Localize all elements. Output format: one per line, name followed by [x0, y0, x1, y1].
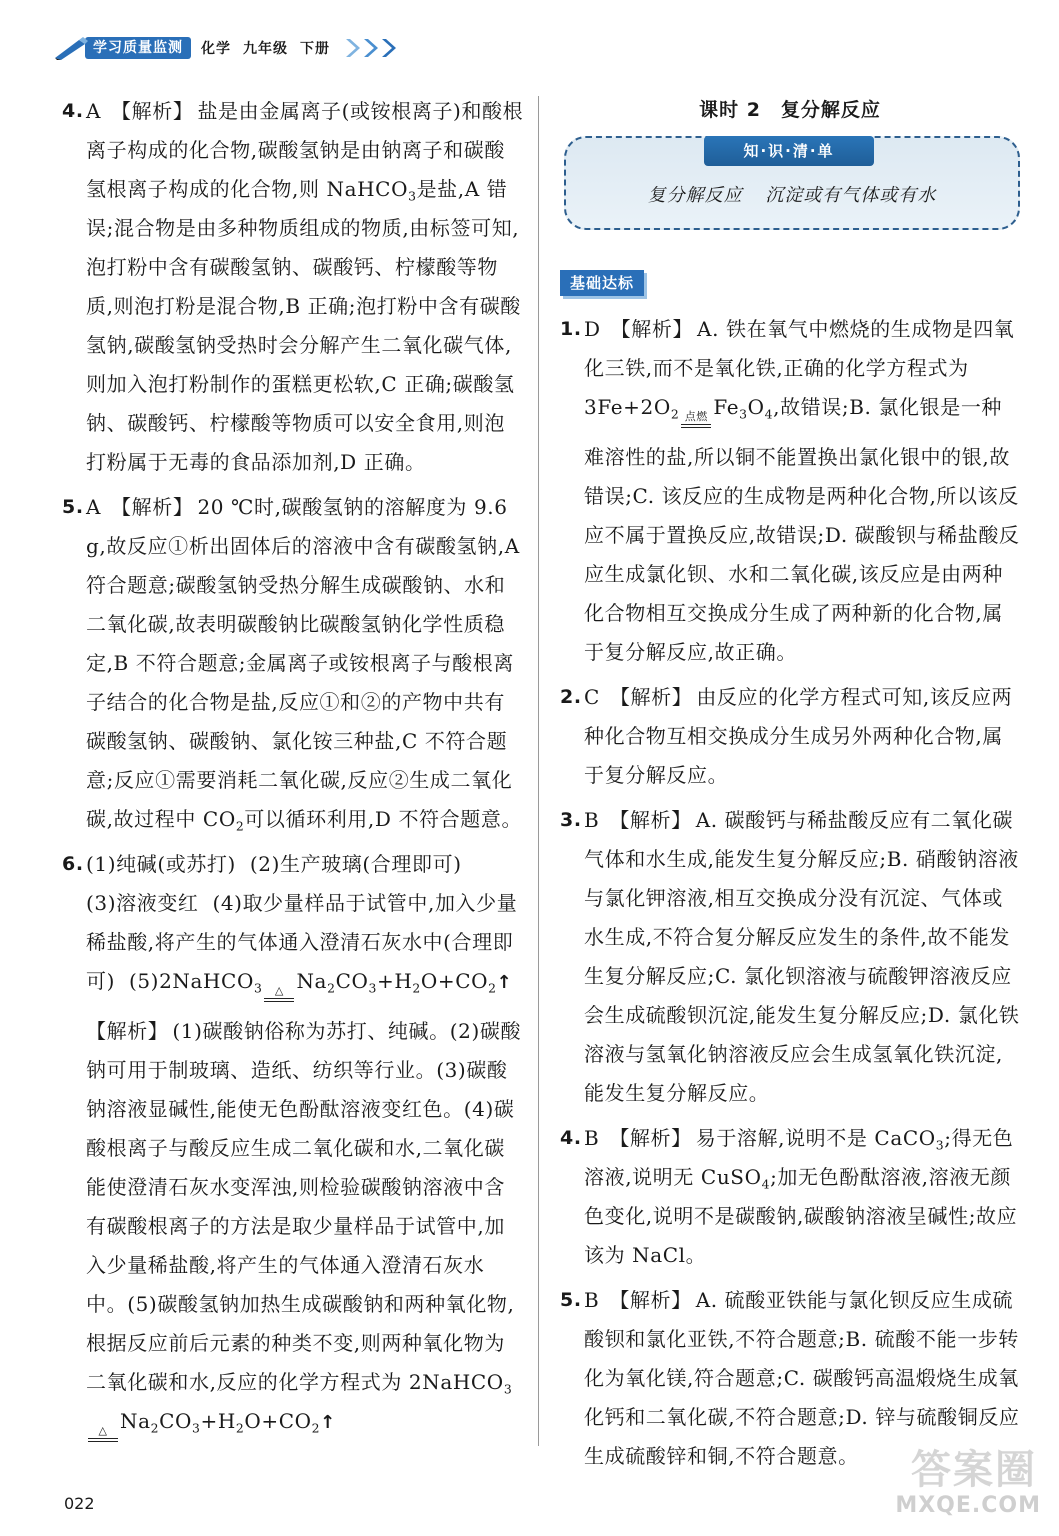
subscript: 2	[235, 1420, 245, 1436]
answer-part-5: (5)2NaHCO	[128, 969, 254, 993]
subscript: 2	[150, 1420, 160, 1436]
analysis-tag: 【解析】	[609, 808, 692, 832]
formula-part: O	[244, 1409, 262, 1433]
subscript: 2	[327, 980, 336, 996]
analysis-text: 盐是由金属离子(或铵根离子)和酸根离子构成的化合物,碳酸氢钠是由钠离子和碳酸氢根离子构成的化合物,则 NaHCO	[86, 99, 524, 201]
knowledge-list-tab: 知·识·清·单	[704, 136, 874, 166]
heat-symbol: △	[98, 1424, 108, 1437]
analysis-text: 由反应的化学方程式可知,该反应两种化合物互相交换成分生成另外两种化合物,属于复分解反应。	[584, 685, 1013, 787]
subscript: 3	[368, 980, 377, 996]
formula-part: CO	[335, 969, 369, 993]
analysis-text: ;加无色酚酞溶液,溶液无颜色变化,说明不是碳酸钠,碳酸钠溶液呈碱性;故应该为 NaCl。	[584, 1165, 1018, 1267]
answer-part-2: (2)生产玻璃(合理即可)	[249, 852, 462, 876]
knowledge-point-2: 沉淀或有气体或有水	[765, 185, 937, 206]
subscript: 2	[235, 818, 245, 834]
column-divider	[538, 96, 539, 1446]
chevron-right-icon	[344, 37, 362, 59]
subject: 化学	[201, 41, 231, 57]
analysis-text: A. 碳酸钙与稀盐酸反应有二氧化碳气体和水生成,能发生复分解反应;B. 硝酸钠溶液与氯化钾溶液,相互交换成分没有沉淀、气体或水生成,不符合复分解反应发生的条件,故不能发生复分解反应;C. 氯化钡溶液与硫酸钾溶液反应会生成硫酸钡沉淀,能发生复分解反应;D. 氯化铁溶液与氢氧化钠溶液反应会生成氢氧化铁沉淀,能发生复分解反应。	[584, 808, 1020, 1105]
formula-part: O	[420, 969, 438, 993]
formula-part: CO	[159, 1409, 193, 1433]
subscript: 3	[935, 1137, 945, 1153]
answer-item-r1	[560, 310, 1020, 672]
plus-sign: +	[437, 969, 456, 993]
answer-item-5	[62, 488, 524, 839]
answer-letter: A	[86, 495, 102, 519]
analysis-text: A. 硫酸亚铁能与氯化钡反应生成硫酸钡和氯化亚铁,不符合题意;B. 硫酸不能一步转化为氧化镁,符合题意;C. 碳酸钙高温煅烧生成氧化钙和二氧化碳,不符合题意;D. 锌与硫酸铜反应生成硫酸锌和铜,不符合题意。	[584, 1288, 1020, 1468]
answer-letter: B	[584, 1288, 600, 1312]
ignite-label: 点燃	[684, 410, 708, 423]
subscript: 3	[192, 1420, 201, 1436]
question-number: 4.	[62, 100, 84, 122]
formula-part: CO	[455, 969, 489, 993]
analysis-tag: 【解析】	[111, 495, 194, 519]
pen-icon	[53, 36, 89, 60]
analysis-text: ;得无色溶液,说明无 CuSO	[584, 1126, 1014, 1189]
plus-sign: +	[376, 969, 395, 993]
question-number: 2.	[560, 686, 582, 708]
chevron-decoration	[344, 37, 398, 59]
analysis-text: 易于溶解,说明不是 CaCO	[695, 1126, 936, 1150]
subscript: 3	[408, 188, 417, 204]
formula-part: H	[394, 969, 413, 993]
answer-item-6	[62, 845, 524, 1452]
question-number: 5.	[62, 496, 84, 518]
formula-part: H	[217, 1409, 236, 1433]
volume: 下册	[300, 41, 330, 57]
answer-letter: B	[584, 1126, 600, 1150]
formula-part: CO	[278, 1409, 312, 1433]
reaction-condition	[264, 986, 294, 1012]
answer-item-r4	[560, 1119, 1020, 1275]
question-number: 6.	[62, 853, 84, 875]
analysis-tag: 【解析】	[609, 685, 693, 709]
series-title: 学习质量监测	[85, 37, 191, 59]
answer-letter: B	[584, 808, 600, 832]
page-header	[55, 34, 398, 62]
question-number: 5.	[560, 1289, 582, 1311]
answer-item-r3	[560, 801, 1020, 1113]
analysis-tag: 【解析】	[609, 1126, 692, 1150]
right-column	[560, 92, 1020, 1482]
answer-part-4: (4)取少量样品于试管中,加入少量稀盐酸,将产生的气体通入澄清石灰水中(合理即可)	[86, 891, 518, 993]
analysis-text: ,故错误;B. 氯化银是一种难溶性的盐,所以铜不能置换出氯化银中的银,故错误;C. 该反应的生成物是两种化合物,所以该反应不属于置换反应,故错误;D. 碳酸钡与稀盐酸反应生成氯化钡、水和二氧化碳,该反应是由两种化合物相互交换成分生成了两种新的化合物,属于复分解反应,故正确。	[584, 395, 1020, 664]
chevron-right-icon	[362, 37, 380, 59]
answer-item-r2	[560, 678, 1020, 795]
answer-letter: A	[86, 99, 102, 123]
left-column	[62, 92, 524, 1458]
chevron-right-icon	[380, 37, 398, 59]
question-number: 4.	[560, 1127, 582, 1149]
analysis-tag: 【解析】	[610, 317, 694, 341]
formula-part: O	[747, 395, 765, 419]
lesson-title: 课时 2 复分解反应	[699, 99, 881, 121]
answer-part-3: (3)溶液变红	[86, 891, 199, 915]
formula-part: Na	[120, 1409, 151, 1433]
watermark-text: 答案圈	[911, 1447, 1037, 1493]
grade: 九年级	[243, 41, 288, 57]
answer-part-1: (1)纯碱(或苏打)	[86, 852, 236, 876]
knowledge-list-box	[564, 136, 1020, 230]
subscript: 4	[761, 1176, 771, 1192]
question-number: 3.	[560, 809, 582, 831]
analysis-text: 可以循环利用,D 不符合题意。	[244, 807, 523, 831]
analysis-text: 是盐,A 错误;混合物是由多种物质组成的物质,由标签可知,泡打粉中含有碳酸氢钠、碳酸钙、柠檬酸等物质,则泡打粉是混合物,B 正确;泡打粉中含有碳酸氢钠,碳酸氢钠受热时会分解产生二氧化碳气体,则加入泡打粉制作的蛋糕更松软,C 正确;碳酸氢钠、碳酸钙、柠檬酸等物质可以安全食用,则泡打粉属于无毒的食品添加剂,D 正确。	[86, 177, 521, 474]
page-number: 022	[64, 1494, 95, 1513]
subscript: 2	[311, 1420, 321, 1436]
analysis-text: 20 ℃时,碳酸氢钠的溶解度为 9.6 g,故反应①析出固体后的溶液中含有碳酸氢钠,A 符合题意;碳酸氢钠受热分解生成碳酸钠、水和二氧化碳,故表明碳酸钠比碳酸氢钠化学性质稳定,B 不符合题意;金属离子或铵根离子与酸根离子结合的化合物是盐,反应①和②的产物中共有碳酸氢钠、碳酸钠、氯化铵三种盐,C 不符合题意;反应①需要消耗二氧化碳,反应②生成二氧化碳,故过程中 CO	[86, 495, 520, 831]
subscript: 2	[488, 980, 497, 996]
reaction-condition	[88, 1426, 118, 1452]
formula-part: Na	[296, 969, 328, 993]
subscript: 3	[503, 1381, 513, 1397]
knowledge-list-content	[566, 184, 1018, 208]
heat-symbol: △	[274, 984, 284, 997]
book-info	[201, 38, 330, 58]
gas-arrow-icon: ↑	[496, 972, 513, 993]
formula-part: Fe	[713, 395, 740, 419]
watermark-logo	[895, 1438, 1041, 1518]
question-number: 1.	[560, 318, 582, 340]
subscript: 3	[739, 406, 748, 422]
subscript: 2	[670, 406, 680, 422]
answer-letter: D	[584, 317, 601, 341]
analysis-text: (1)碳酸钠俗称为苏打、纯碱。(2)碳酸钠可用于制玻璃、造纸、纺织等行业。(3)碳酸钠溶液显碱性,能使无色酚酞溶液变红色。(4)碳酸根离子与酸反应生成二氧化碳和水,二氧化碳能使澄清石灰水变浑浊,则检验碳酸钠溶液中含有碳酸根离子的方法是取少量样品于试管中,加入少量稀盐酸,将产生的气体通入澄清石灰水中。(5)碳酸氢钠加热生成碳酸钠和两种氧化物,根据反应前后元素的种类不变,则两种氧化物为二氧化碳和水,反应的化学方程式为 2NaHCO	[86, 1019, 522, 1394]
analysis-tag: 【解析】	[609, 1288, 692, 1312]
analysis-tag: 【解析】	[111, 99, 194, 123]
subscript: 2	[412, 980, 421, 996]
analysis-tag: 【解析】	[86, 1019, 169, 1043]
reaction-condition	[681, 412, 711, 438]
analysis-text: A. 铁在氧气中燃烧的生成物是四氧化三铁,而不是氧化铁,正确的化学方程式为 3Fe+2O	[584, 317, 1015, 419]
subscript: 3	[253, 980, 263, 996]
gas-arrow-icon: ↑	[320, 1412, 336, 1433]
answer-letter: C	[584, 685, 600, 709]
watermark-url: MXQE.COM	[895, 1493, 1041, 1518]
plus-sign: +	[261, 1409, 279, 1433]
subscript: 4	[764, 406, 774, 422]
answer-item-4	[62, 92, 524, 482]
plus-sign: +	[200, 1409, 218, 1433]
section-badge: 基础达标	[560, 270, 644, 296]
knowledge-point-1: 复分解反应	[647, 185, 743, 206]
